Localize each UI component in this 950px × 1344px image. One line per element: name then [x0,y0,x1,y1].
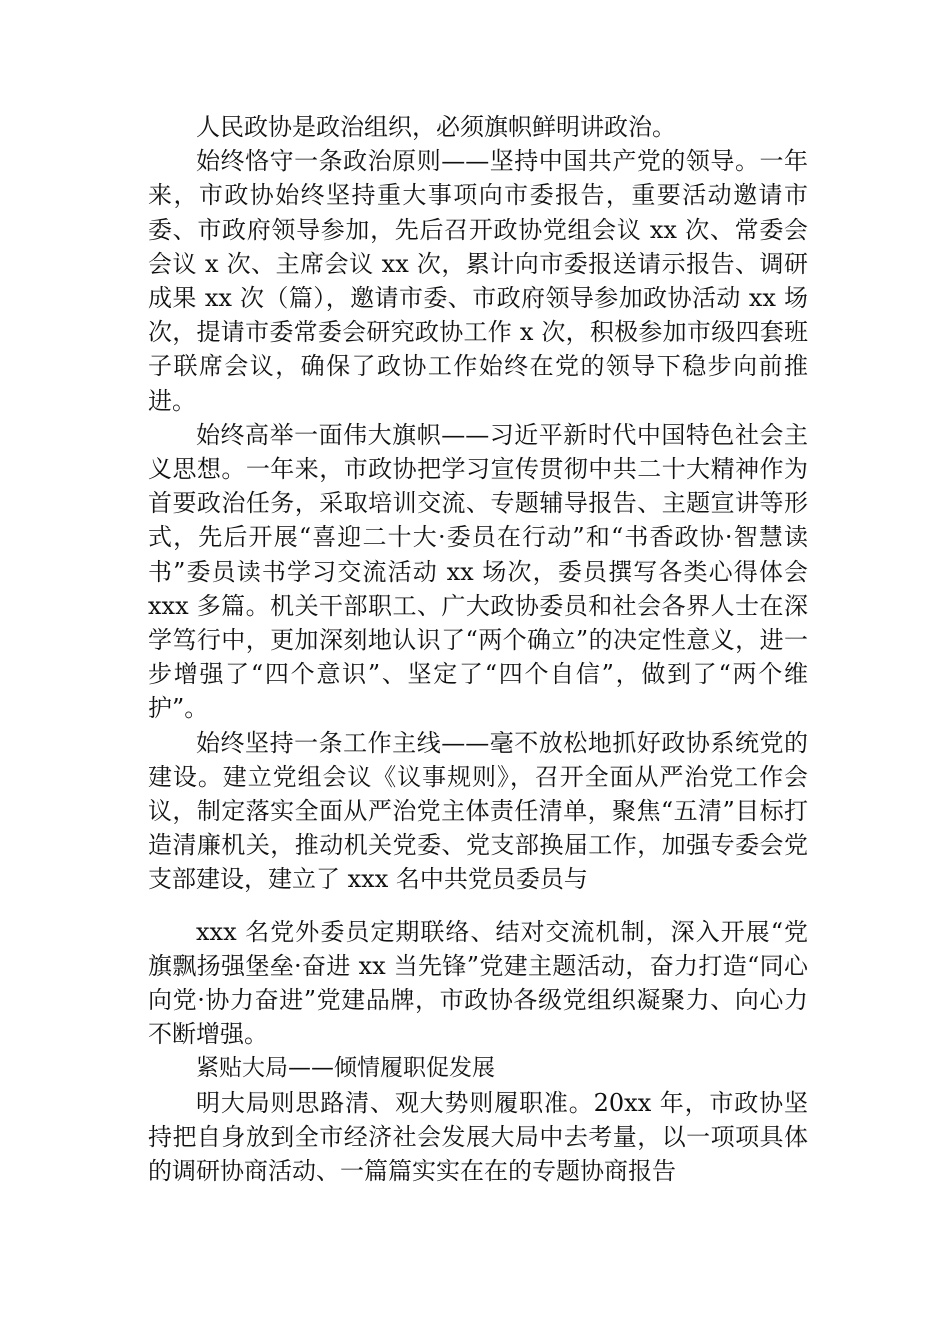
paragraph-party-leadership: 始终恪守一条政治原则——坚持中国共产党的领导。一年来，市政协始终坚持重大事项向市委报告，重要活动邀请市委、市政府领导参加，先后召开政协党组会议 xx 次、常委会会议 x 次、主席会议 xx 次，累计向市委报送请示报告、调研成果 xx 次（篇），邀请市委、市政府领导参加政协活动 xx 场次，提请市委常委会研究政协工作 x 次，积极参加市级四套班子联席会议，确保了政协工作始终在党的领导下稳步向前推进。 [148,147,808,415]
document-page [148,110,808,1188]
paragraph-party-building: 始终坚持一条工作主线——毫不放松地抓好政协系统党的建设。建立党组会议《议事规则》，召开全面从严治党工作会议，制定落实全面从严治党主体责任清单，聚焦“五清”目标打造清廉机关，推动机关党委、党支部换届工作，加强专委会党支部建设，建立了 xxx 名中共党员委员与 [148,728,808,894]
paragraph-political-organization: 人民政协是政治组织，必须旗帜鲜明讲政治。 [196,113,676,141]
paragraph-party-building-continued: xxx 名党外委员定期联络、结对交流机制，深入开展“党旗飘扬强堡垒·奋进 xx 当先锋”党建主题活动，奋力打造“同心向党·协力奋进”党建品牌，市政协各级党组织凝聚力、向心力不断增强。 [148,917,808,1049]
section-heading: 紧贴大局——倾情履职促发展 [196,1055,495,1082]
paragraph-ideology-banner: 始终高举一面伟大旗帜——习近平新时代中国特色社会主义思想。一年来，市政协把学习宣传贯彻中共二十大精神作为首要政治任务，采取培训交流、专题辅导报告、主题宣讲等形式，先后开展“喜迎二十大·委员在行动”和“书香政协·智慧读书”委员读书学习交流活动 xx 场次，委员撰写各类心得体会 xxx 多篇。机关干部职工、广大政协委员和社会各界人士在深学笃行中，更加深刻地认识了“两个确立”的决定性意义，进一步增强了“四个意识”、坚定了“四个自信”，做到了“两个维护”。 [148,420,808,723]
paragraph-big-picture: 明大局则思路清、观大势则履职准。20xx 年，市政协坚持把自身放到全市经济社会发展大局中去考量，以一项项具体的调研协商活动、一篇篇实实在在的专题协商报告 [148,1088,808,1186]
paragraph-gap [148,897,808,915]
